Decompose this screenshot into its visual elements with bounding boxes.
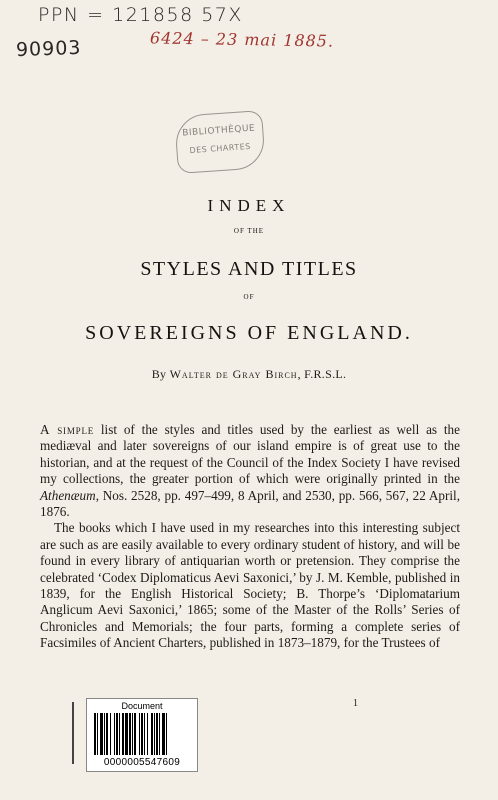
- title-of: OF: [243, 293, 255, 301]
- barcode-label: [86, 698, 198, 772]
- paragraph-1-lead: A simple: [40, 422, 95, 437]
- author-byline: [0, 367, 498, 382]
- page-number: 1: [353, 698, 358, 709]
- title-styles-and-titles: STYLES AND TITLES: [140, 258, 358, 280]
- title-of-the: OF THE: [233, 227, 265, 235]
- paragraph-1-end: , Nos. 2528, pp. 497–499, 8 April, and 2530, pp. 566, 567, 22 April, 1876.: [40, 487, 460, 520]
- stamp-line-2: DES CHARTES: [189, 141, 252, 156]
- paragraph-1-italic: Athenæum: [40, 487, 96, 503]
- stamp-line-1: BIBLIOTHÈQUE: [181, 123, 256, 139]
- barcode-number: 0000005547609: [103, 757, 181, 768]
- barcode-bracket: [72, 702, 80, 764]
- title-index: INDEX: [207, 196, 291, 215]
- paragraph-1-text: list of the styles and titles used by the earliest as well as the mediæval and later sovereigns of our island empire is of great use to the historian, and at the request of the Council of the Index Society I have revised my collections, the greater portion of which were originally printed in the: [40, 422, 461, 487]
- body-text: [40, 422, 460, 652]
- paragraph-2: The books which I have used in my researches into this interesting subject are such as are easily available to every ordinary student of history, and will be found in every library of antiquarian worth or pretension. They comprise the celebrated ‘Codex Diplomaticus Aevi Saxonici,’ by J. M. Kemble, published in 1839, for the English Historical Society; B. Thorpe’s ‘Diplomatarium Anglicum Aevi Saxonici,’ 1865; some of the Master of the Rolls’ Series of Chronicles and Memorials; the four parts, forming a complete series of Facsimiles of Ancient Charters, published in 1873–1879, for the Trustees of: [40, 520, 460, 651]
- barcode-title: Document: [121, 701, 163, 711]
- handwritten-ppn: PPN = 121858 57X: [38, 4, 243, 26]
- handwritten-accession-note: 6424 – 23 mai 1885.: [149, 28, 335, 51]
- byline-author: Walter de Gray Birch: [169, 367, 298, 381]
- byline-by: By: [151, 367, 167, 381]
- barcode-icon: [93, 713, 191, 755]
- library-stamp: [174, 110, 266, 174]
- title-sovereigns: SOVEREIGNS OF ENGLAND.: [85, 322, 413, 344]
- byline-suffix: , F.R.S.L.: [297, 367, 347, 381]
- paragraph-1: [40, 422, 460, 520]
- handwritten-shelf-number: 90903: [15, 36, 82, 62]
